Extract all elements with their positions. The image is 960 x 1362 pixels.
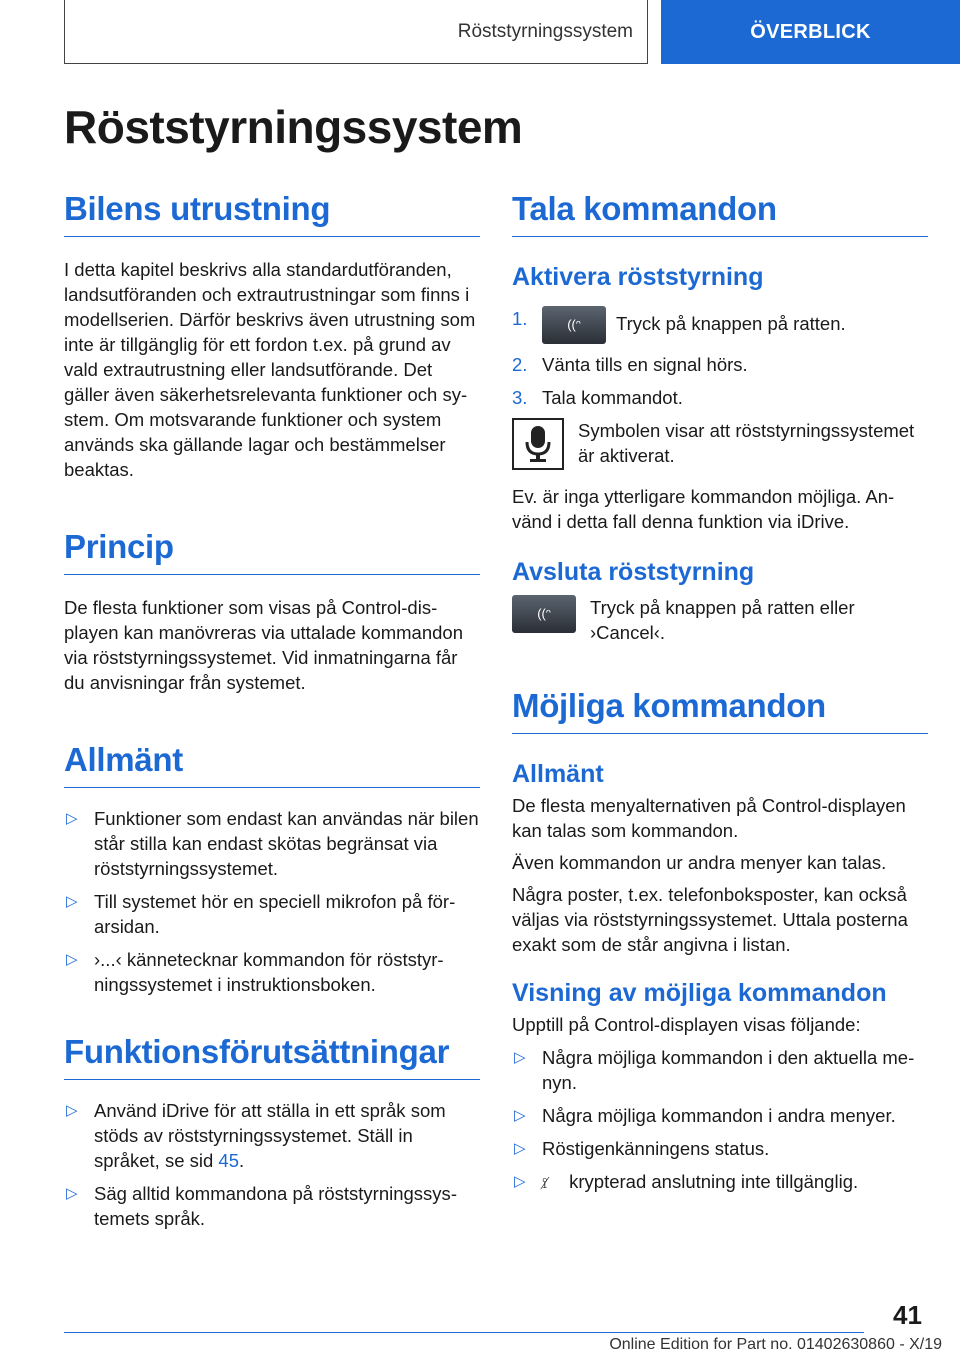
- heading-allmant-right: Allmänt: [512, 760, 604, 788]
- list-item: [64, 806, 480, 881]
- voice-button-icon: ((ᵔ: [542, 306, 606, 344]
- list-item-text: Funktioner som endast kan användas när bilen står stilla kan endast skötas begränsat via röststyrningssystemet.: [94, 808, 479, 879]
- list-item: [512, 1169, 928, 1196]
- voice-crossed-icon: ⟟̸: [542, 1175, 548, 1192]
- step-item: [512, 306, 928, 344]
- step-item: [512, 352, 928, 377]
- princip-text: De flesta funktioner som visas på Control-displayen kan manövreras via uttalade kommandon via röststyrningssystemet. Vid inmatningarna får du anvisningar från systemet.: [64, 597, 464, 693]
- allmant-list: [64, 806, 480, 997]
- list-item: [64, 889, 480, 939]
- triangle-bullet-icon: ▷: [66, 893, 78, 910]
- avsluta-text: Tryck på knappen på ratten eller ›Cancel‹.: [590, 597, 855, 643]
- symbol-row: [512, 418, 928, 470]
- left-column: [64, 190, 480, 1239]
- triangle-bullet-icon: ▷: [66, 810, 78, 827]
- right-column: [512, 190, 928, 1204]
- list-item-text: Säg alltid kommandona på röststyrningssystemets språk.: [94, 1183, 457, 1229]
- step-item: [512, 385, 928, 410]
- symbol-text: Symbolen visar att röststyrningssystemet är aktiverat.: [578, 420, 915, 466]
- heading-allmant: Allmänt: [64, 741, 480, 788]
- list-item: [512, 1136, 928, 1161]
- step-number: 1.: [512, 308, 528, 329]
- list-item-text: Använd iDrive för att ställa in ett språk som stöds av röststyrningssystemet. Ställ in språket, se sid: [94, 1100, 446, 1171]
- step-text: Vänta tills en signal hörs.: [542, 354, 748, 375]
- list-item-text: Till systemet hör en speciell mikrofon på förarsidan.: [94, 891, 456, 937]
- voice-button-icon: ((ᵔ: [512, 595, 576, 633]
- list-item: [64, 947, 480, 997]
- step-text: Tala kommandot.: [542, 387, 683, 408]
- triangle-bullet-icon: ▷: [514, 1049, 526, 1066]
- microphone-icon: [512, 418, 564, 470]
- heading-funktionsforutsattningar: Funktionsförutsättningar: [64, 1033, 480, 1080]
- list-item: [64, 1098, 480, 1173]
- header-section-tab: [64, 0, 648, 64]
- triangle-bullet-icon: ▷: [514, 1173, 526, 1190]
- aktivera-note: Ev. är inga ytterligare kommandon möjliga. Använd i detta fall denna funktion via iDrive.: [512, 486, 895, 532]
- heading-aktivera: Aktivera röststyrning: [512, 263, 764, 291]
- step-text: Tryck på knappen på ratten.: [615, 312, 846, 334]
- list-item-text: Röstigenkänningens status.: [542, 1138, 770, 1159]
- funktion-list: [64, 1098, 480, 1231]
- header-chapter-label: ÖVERBLICK: [750, 20, 871, 43]
- list-item-text: krypterad anslutning inte tillgänglig.: [569, 1171, 859, 1192]
- heading-mojliga-kommandon: Möjliga kommandon: [512, 687, 928, 734]
- triangle-bullet-icon: ▷: [66, 1102, 78, 1119]
- mojliga-p2: Även kommandon ur andra menyer kan talas.: [512, 852, 887, 873]
- visning-list: [512, 1045, 928, 1196]
- triangle-bullet-icon: ▷: [66, 1185, 78, 1202]
- page-number: 41: [893, 1300, 922, 1330]
- heading-princip: Princip: [64, 528, 480, 575]
- heading-avsluta: Avsluta röststyrning: [512, 558, 755, 586]
- page-link[interactable]: 45: [218, 1150, 239, 1171]
- step-number: 3.: [512, 387, 528, 408]
- list-item-text-end: .: [239, 1150, 245, 1171]
- step-number: 2.: [512, 354, 528, 375]
- page-title: Röststyrningssystem: [64, 101, 523, 153]
- footer-edition: Online Edition for Part no. 01402630860 - X/19: [609, 1336, 942, 1353]
- triangle-bullet-icon: ▷: [514, 1107, 526, 1124]
- list-item-text: Några möjliga kommandon i den aktuella menyn.: [542, 1047, 915, 1093]
- header-section-label: Röststyrningssystem: [457, 20, 633, 42]
- list-item-text: ›...‹ kännetecknar kommandon för röststyrningssystemet i instruktionsboken.: [94, 949, 444, 995]
- mojliga-p3: Några poster, t.ex. telefonboksposter, kan också väljas via röststyrningssystemet. Uttala posterna exakt som de står angivna i listan.: [512, 884, 908, 955]
- visning-intro: Upptill på Control-displayen visas följande:: [512, 1014, 861, 1035]
- list-item: [64, 1181, 480, 1231]
- list-item-text: Några möjliga kommandon i andra menyer.: [542, 1105, 896, 1126]
- mojliga-p1: De flesta menyalternativen på Control-displayen kan talas som kommandon.: [512, 795, 906, 841]
- footer-divider: [64, 1332, 864, 1333]
- heading-bilens-utrustning: Bilens utrustning: [64, 190, 480, 237]
- heading-tala-kommandon: Tala kommandon: [512, 190, 928, 237]
- triangle-bullet-icon: ▷: [514, 1140, 526, 1157]
- header-chapter-tab[interactable]: [661, 0, 960, 64]
- list-item: [512, 1045, 928, 1095]
- bilens-utrustning-text: I detta kapitel beskrivs alla standardutföranden, landsutföranden och extrautrustningar som finns i modellserien. Därför beskrivs även utrustning som inte är tillgänglig för ett fordon t.ex. på grund av vald extrautrustning eller landsutförande. Det gäller även säkerhetsrelevanta funktioner och system. Om motsvarande funktioner och system används ska gällande lagar och bestämmelser beaktas.: [64, 259, 476, 480]
- aktivera-steps: [512, 306, 928, 410]
- avsluta-row: [512, 595, 928, 645]
- triangle-bullet-icon: ▷: [66, 951, 78, 968]
- list-item: [512, 1103, 928, 1128]
- heading-visning: Visning av möjliga kommandon: [512, 979, 887, 1007]
